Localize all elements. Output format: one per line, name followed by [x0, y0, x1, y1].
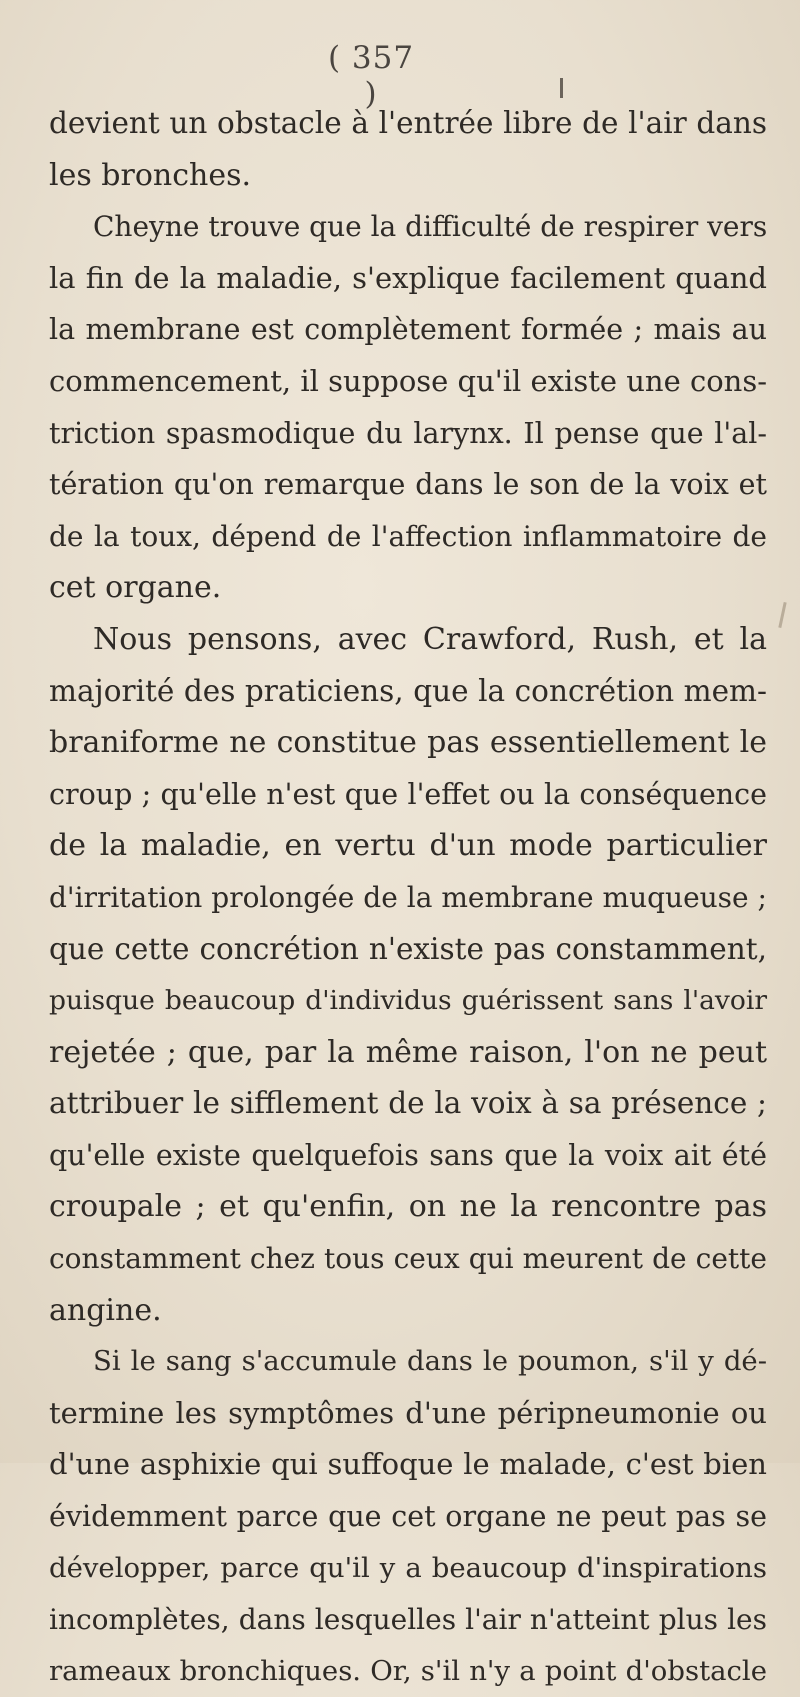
text-line: angine. — [49, 1292, 162, 1328]
text-line: la fin de la maladie, s'explique facilement quand — [49, 260, 767, 295]
text-line: de la toux, dépend de l'affection inflammatoire de — [49, 519, 767, 553]
text-line: de la maladie, en vertu d'un mode particulier — [49, 828, 767, 864]
page-number: ( 357 ) — [327, 40, 415, 112]
text-line: Nous pensons, avec Crawford, Rush, et la — [93, 621, 767, 657]
text-line: rejetée ; que, par la même raison, l'on ne peut — [49, 1034, 767, 1070]
text-line: d'une asphixie qui suffoque le malade, c'est bien — [49, 1447, 767, 1482]
text-line: la membrane est complètement formée ; mais au — [49, 313, 767, 347]
text-line: puisque beaucoup d'individus guérissent sans l'avoir — [49, 985, 767, 1017]
text-line: évidemment parce que cet organe ne peut pas se — [49, 1500, 767, 1534]
text-line: croup ; qu'elle n'est que l'effet ou la conséquence — [49, 777, 767, 811]
text-line: braniforme ne constitue pas essentiellement le — [49, 725, 767, 761]
text-line: croupale ; et qu'enfin, on ne la rencontre pas — [49, 1189, 767, 1225]
text-line: attribuer le sifflement de la voix à sa présence ; — [49, 1086, 767, 1121]
margin-mark — [778, 602, 786, 628]
text-line: cet organe. — [49, 570, 222, 606]
text-line: majorité des praticiens, que la concrétion mem- — [49, 673, 767, 708]
text-line: développer, parce qu'il y a beaucoup d'inspirations — [49, 1551, 767, 1584]
text-line: les bronches. — [49, 157, 252, 193]
text-line: devient un obstacle à l'entrée libre de l'air dans — [49, 106, 767, 140]
text-line: termine les symptômes d'une péripneumonie ou — [49, 1395, 767, 1430]
body-text — [49, 98, 767, 1697]
text-line: incomplètes, dans lesquelles l'air n'atteint plus les — [49, 1603, 767, 1637]
text-line: d'irritation prolongée de la membrane muqueuse ; — [49, 880, 767, 914]
text-line: tération qu'on remarque dans le son de la voix et — [49, 468, 767, 502]
text-line: Cheyne trouve que la difficulté de respirer vers — [93, 210, 768, 244]
ink-speck — [560, 78, 563, 98]
text-line: constamment chez tous ceux qui meurent de cette — [49, 1242, 767, 1276]
text-line: qu'elle existe quelquefois sans que la voix ait été — [49, 1138, 767, 1172]
text-line: que cette concrétion n'existe pas constamment, — [49, 931, 767, 966]
text-line: Si le sang s'accumule dans le poumon, s'il y dé- — [93, 1345, 767, 1378]
text-line: triction spasmodique du larynx. Il pense que l'al- — [49, 416, 767, 450]
text-line: rameaux bronchiques. Or, s'il n'y a point d'obstacle — [49, 1654, 767, 1687]
text-line: commencement, il suppose qu'il existe une cons- — [49, 363, 768, 398]
